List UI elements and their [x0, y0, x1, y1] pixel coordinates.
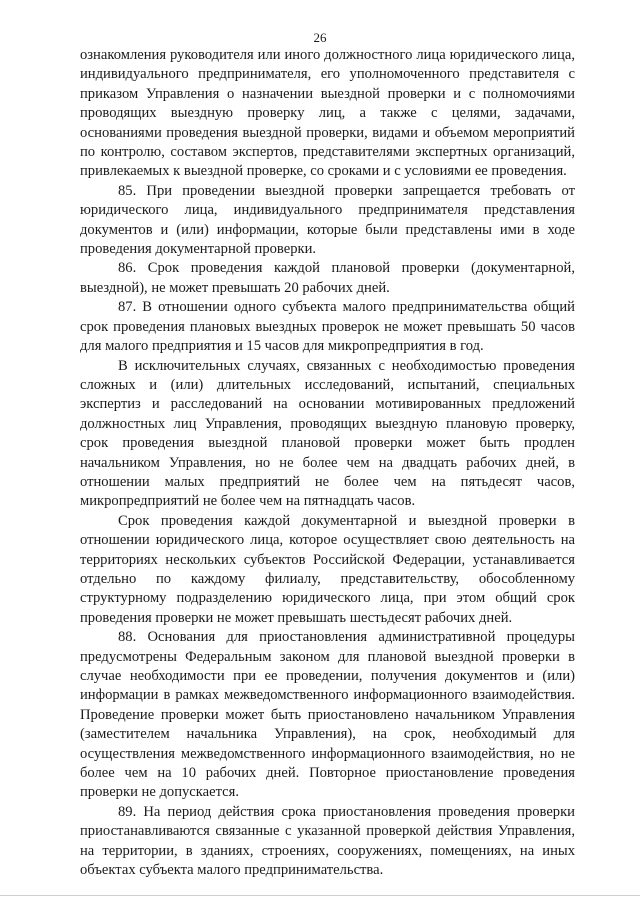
paragraph-87: 87. В отношении одного субъекта малого предпринимательства общий срок проведения плановых выездных проверок не может превышать 50 часов для малого предприятия и 15 часов для микропредприятия в год.: [80, 299, 575, 355]
paragraph-continuation: ознакомления руководителя или иного должностного лица юридического лица, индивидуального предпринимателя, его уполномоченного представителя с приказом Управления о назначении выездной проверки и с полномочиями проводящих выездную проверку лиц, а также с целями, задачами, основаниями проведения выездной проверки, видами и объемом мероприятий по контролю, составом экспертов, представителями экспертных организаций, привлекаемых к выездной проверке, со сроками и с условиями ее проведения.: [80, 47, 575, 180]
paragraph-86: 86. Срок проведения каждой плановой проверки (документарной, выездной), не может превышать 20 рабочих дней.: [80, 260, 575, 296]
page-number: 26: [313, 30, 327, 45]
paragraph-87-exceptions: В исключительных случаях, связанных с необходимостью проведения сложных и (или) длительных исследований, испытаний, специальных экспертиз и расследований на основании мотивированных предложений должностных лиц Управления, проводящих выездную плановую проверку, срок проведения выездной плановой проверки может быть продлен начальником Управления, но не более чем на двадцать рабочих дней, в отношении малых предприятий не более чем на пятьдесят часов, микропредприятий не более чем на пятнадцать часов.: [80, 357, 575, 510]
document-body: [80, 46, 575, 880]
paragraph-88: 88. Основания для приостановления административной процедуры предусмотрены Федеральным законом для плановой выездной проверки в случае необходимости при ее проведении, получения документов и (или) информации в рамках межведомственного информационного взаимодействия. Проведение проверки может быть приостановлено начальником Управления (заместителем начальника Управления), на срок, необходимый для осуществления межведомственного информационного взаимодействия, но не более чем на 10 рабочих дней. Повторное приостановление проведения проверки не допускается.: [80, 629, 575, 801]
paragraph-89: 89. На период действия срока приостановления проведения проверки приостанавливаются связанные с указанной проверкой действия Управления, на территории, в зданиях, строениях, сооружениях, помещениях, на иных объектах субъекта малого предпринимательства.: [80, 803, 575, 879]
page-bottom-edge: [0, 895, 640, 896]
paragraph-85: 85. При проведении выездной проверки запрещается требовать от юридического лица, индивидуального предпринимателя представления документов и (или) информации, которые были представлены ими в ходе проведения документарной проверки.: [80, 182, 575, 258]
paragraph-87-branches: Срок проведения каждой документарной и выездной проверки в отношении юридического лица, которое осуществляет свою деятельность на территориях нескольких субъектов Российской Федерации, устанавливается отдельно по каждому филиалу, представительству, обособленному структурному подразделению юридического лица, при этом общий срок проведения проверки не может превышать шестьдесят рабочих дней.: [80, 512, 575, 626]
